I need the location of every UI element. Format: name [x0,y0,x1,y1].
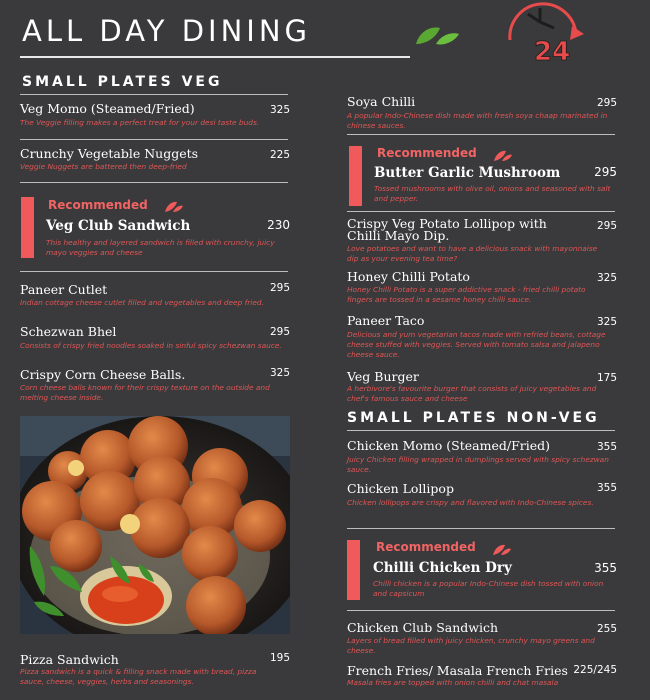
item-description: Masala fries are topped with onion chilli and chat masala [347,678,559,687]
food-photo-cheese-balls [20,416,290,634]
item-divider [347,211,615,212]
item-price: 355 [596,482,617,494]
item-name: Crispy Corn Cheese Balls. [20,367,186,382]
item-divider [20,271,288,272]
item-price: 295 [596,220,617,232]
item-name: Chicken Momo (Steamed/Fried) [347,438,550,453]
item-name: Veg Momo (Steamed/Fried) [20,101,195,116]
item-price: 295 [594,165,617,179]
item-description: Veggie Nuggets are battered then deep-fried [20,162,187,171]
item-name: Paneer Cutlet [20,282,108,297]
item-name: Veg Burger [347,369,419,384]
item-name: Soya Chilli [347,94,416,109]
item-name: Crunchy Vegetable Nuggets [20,146,199,161]
item-description: Consists of crispy fried noodles soaked in sinful spicy schezwan sauce. [20,341,282,350]
menu-item-french-fries [347,663,617,697]
item-divider [20,139,288,140]
item-divider [347,528,615,529]
item-price: 325 [269,104,290,116]
page-title: ALL DAY DINING [22,14,312,48]
menu-item-honey-chilli-potato [347,269,617,309]
menu-item-corn-cheese-balls [20,367,290,403]
item-price: 325 [596,272,617,284]
item-name: Honey Chilli Potato [347,269,470,284]
item-price: 225 [269,149,290,161]
item-divider [347,610,615,611]
item-price: 295 [596,97,617,109]
menu-item-paneer-cutlet [20,282,290,318]
menu-item-potato-lollipop [347,218,617,266]
menu-item-chicken-momo [347,438,617,474]
item-divider [347,134,615,135]
item-price: 355 [596,441,617,453]
item-name: Schezwan Bhel [20,324,117,339]
menu-item-veg-burger [347,369,617,405]
item-name: Chicken Club Sandwich [347,620,499,635]
menu-item-veg-momo [20,101,290,137]
clock-24-icon [496,0,596,70]
leaves-icon [414,22,460,52]
item-description: This healthy and layered sandwich is filled with crunchy, juicy mayo veggies and cheese [46,238,275,257]
item-description: The Veggie filling makes a perfect treat for your desi taste buds. [20,118,260,127]
item-price: 230 [267,218,290,232]
menu-item-butter-garlic-mushroom [374,165,617,207]
section-divider [347,430,615,431]
menu-item-schezwan-bhel [20,324,290,360]
leaf-icon [492,541,512,560]
item-description: Delicious and yum vegetarian tacos made with refried beans, cottage cheese stuffed with veggies. Served with tomato salsa and jalapeno cheese sauce. [347,330,606,359]
leaf-icon [493,147,513,166]
item-price: 295 [269,326,290,338]
item-name: Veg Club Sandwich [46,218,191,234]
item-price: 255 [596,623,617,635]
item-price: 175 [596,372,617,384]
item-price: 195 [269,652,290,664]
item-name: Chilli Chicken Dry [373,560,512,576]
item-price: 325 [269,367,290,379]
item-description: Indian cottage cheese cutlet filled and vegetables and deep fried. [20,298,264,307]
menu-item-veg-club-sandwich [46,218,290,260]
item-name: Crispy Veg Potato Lollipop with Chilli Mayo Dip. [347,216,547,243]
item-description: Chilli chicken is a popular Indo-Chinese dish tossed with onion and capsicum [373,579,604,598]
menu-item-chilli-chicken-dry [373,560,617,602]
menu-item-chicken-club-sandwich [347,620,617,656]
recommended-label: Recommended [376,540,476,554]
section-heading-veg: SMALL PLATES VEG [22,74,223,90]
item-description: Corn cheese balls known for their crispy texture on the outside and melting cheese inside. [20,383,270,402]
item-name: French Fries/ Masala French Fries [347,663,568,678]
item-name: Butter Garlic Mushroom [374,165,561,181]
item-description: Juicy Chicken filling wrapped in dumplings served with spicy schezwan sauce. [347,455,609,474]
section-divider [20,94,288,95]
recommended-bar [347,540,360,600]
menu-item-veg-nuggets [20,146,290,176]
item-description: Pizza sandwich is a quick & filling snack made with bread, pizza sauce, cheese, veggies, herbs and seasonings. [20,667,257,686]
item-description: A herbivore's favourite burger that consists of juicy vegetables and chef's famous sauce and cheese [347,384,597,403]
item-name: Paneer Taco [347,313,425,328]
recommended-label: Recommended [48,198,148,212]
recommended-bar [349,146,362,206]
item-price: 355 [594,561,617,575]
menu-item-soya-chilli [347,94,617,130]
item-description: Layers of bread filled with juicy chicken, crunchy mayo greens and cheese. [347,636,595,655]
recommended-label: Recommended [377,146,477,160]
svg-text:24: 24 [534,37,571,66]
leaf-icon [164,198,184,217]
section-heading-nonveg: SMALL PLATES NON-VEG [347,410,600,426]
item-name: Chicken Lollipop [347,481,454,496]
item-price: 295 [269,282,290,294]
item-description: A popular Indo-Chinese dish made with fresh soya chaap marinated in chinese sauces. [347,111,608,130]
menu-item-chicken-lollipop [347,481,617,517]
item-description: Tossed mushrooms with olive oil, onions and seasoned with salt and pepper. [374,184,611,203]
item-divider [20,182,288,183]
item-price: 325 [596,316,617,328]
item-description: Chicken lollipops are crispy and flavored with Indo-Chinese spices. [347,498,594,507]
menu-item-pizza-sandwich [20,652,290,692]
item-price: 225/245 [573,664,617,676]
title-divider [20,56,410,58]
menu-item-paneer-taco [347,313,617,365]
item-description: Honey Chilli Potato is a super addictive snack - fried chilli potato fingers are tossed in a sesame honey chilli sauce. [347,285,586,304]
item-name: Pizza Sandwich [20,652,119,667]
item-description: Love potatoes and want to have a delicious snack with mayonnaise dip as your evening tea time? [347,244,598,263]
recommended-bar [21,197,34,258]
